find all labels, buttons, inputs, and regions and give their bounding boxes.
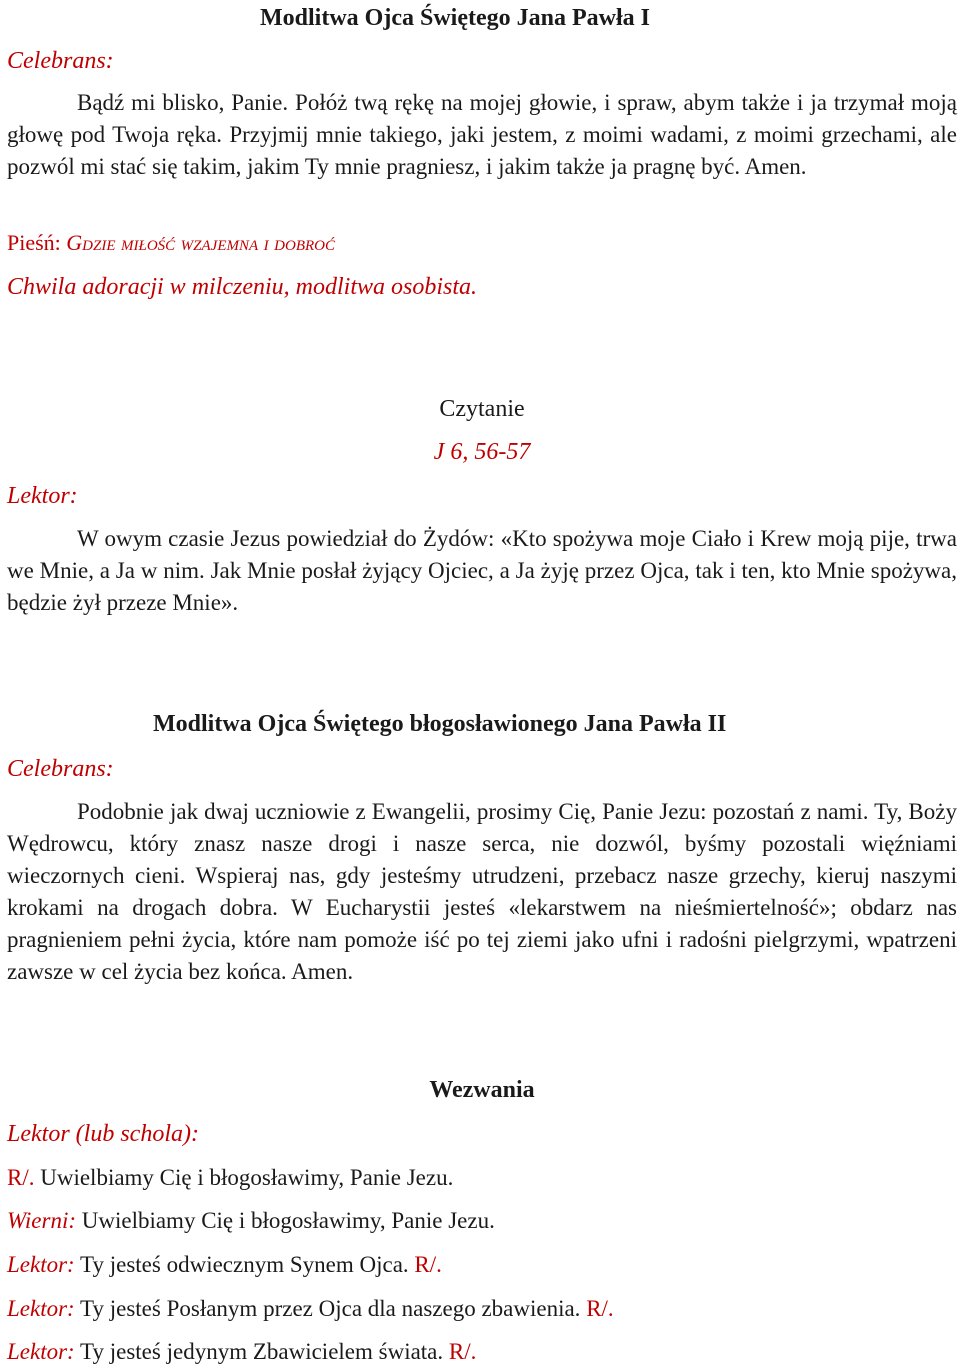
invocation-line — [7, 1338, 476, 1366]
faithful-label: Wierni: — [7, 1208, 76, 1233]
lector-label: Lektor: — [7, 1296, 75, 1321]
lector-schola-label: Lektor (lub schola): — [7, 1121, 199, 1147]
prayer-text-jp2-content: Podobnie jak dwaj uczniowie z Ewangelii, prosimy Cię, Panie Jezu: pozostań z nami. Ty, Boży Wędrowcu, który znasz nasze drogi i nasze serca, nie dozwól, byśmy pozostali więźniami wieczornych cieni. Wspieraj nas, gdy jesteśmy utrudzeni, przebacz nasze grzechy, kieruj naszymi krokami na drogach dobra. W Eucharystii jesteś «lekarstwem na nieśmiertelność»; obdarz nas pragnieniem pełni życia, które nam pomoże iść po tej ziemi jako ufni i radośni pielgrzymi, wpatrzeni zawsze w cel życia bez końca. Amen. — [7, 799, 957, 984]
lector-label: Lektor: — [7, 1252, 75, 1277]
lector-label: Lektor: — [7, 1339, 75, 1364]
response-marker: R/. — [414, 1252, 442, 1277]
celebrant-label-2: Celebrans: — [7, 756, 114, 782]
song-title: Gdzie miłość wzajemna i dobroć — [66, 230, 335, 255]
invocation-text: Ty jesteś odwiecznym Synem Ojca. — [74, 1252, 415, 1277]
song-label: Pieśń: — [7, 230, 67, 255]
prayer-text-jp1 — [7, 87, 957, 183]
response-marker: R/. — [7, 1165, 35, 1190]
response-marker: R/. — [448, 1339, 477, 1364]
prayer-text-jp1-content: Bądź mi blisko, Panie. Połóż twą rękę na mojej głowie, i spraw, abym także i ja trzymał moją głowę pod Twoja ręka. Przyjmij mnie takiego, jaki jestem, z moimi wadami, z moimi grzechami, ale pozwól mi stać się takim, jakim Ty mnie pragniesz, i jakim także ja pragnę być. Amen. — [7, 90, 957, 179]
invocation-line — [7, 1251, 442, 1279]
celebrant-label: Celebrans: — [7, 48, 114, 74]
response-marker: R/. — [586, 1296, 614, 1321]
reading-reference: J 6, 56-57 — [433, 439, 531, 465]
invocation-text: Ty jesteś jedynym Zbawicielem świata. — [74, 1339, 449, 1364]
prayer-text-jp2 — [7, 796, 957, 988]
reading-text — [7, 523, 957, 619]
invocation-line — [7, 1207, 495, 1235]
invocation-line — [7, 1164, 453, 1192]
song-line — [7, 229, 335, 257]
invocation-line — [7, 1295, 614, 1323]
invocations-title: Wezwania — [429, 1077, 535, 1103]
reading-title: Czytanie — [439, 396, 525, 422]
lector-label: Lektor: — [7, 483, 78, 509]
adoration-rubric: Chwila adoracji w milczeniu, modlitwa osobista. — [7, 274, 478, 300]
invocation-text: Uwielbiamy Cię i błogosławimy, Panie Jezu. — [34, 1165, 454, 1190]
prayer-title-jp2: Modlitwa Ojca Świętego błogosławionego Jana Pawła II — [153, 711, 727, 737]
invocation-text: Uwielbiamy Cię i błogosławimy, Panie Jezu. — [76, 1208, 495, 1233]
prayer-title-jp1: Modlitwa Ojca Świętego Jana Pawła I — [260, 5, 650, 31]
reading-text-content: W owym czasie Jezus powiedział do Żydów: «Kto spożywa moje Ciało i Krew moją pije, trwa we Mnie, a Ja w nim. Jak Mnie posłał żyjący Ojciec, a Ja żyję przez Ojca, tak i ten, kto Mnie spożywa, będzie żył przeze Mnie». — [7, 526, 957, 615]
invocation-text: Ty jesteś Posłanym przez Ojca dla naszego zbawienia. — [74, 1296, 587, 1321]
